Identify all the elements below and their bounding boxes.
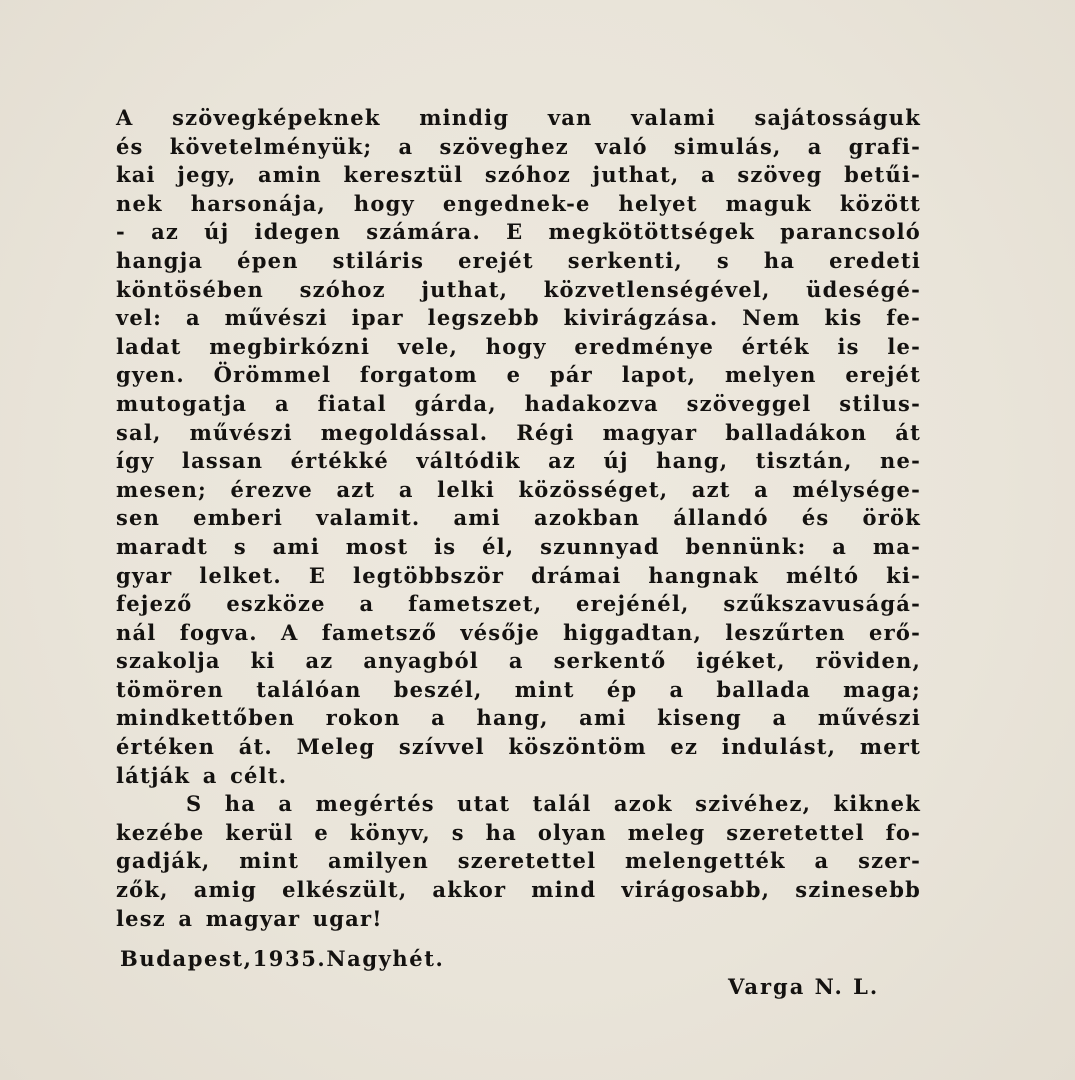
text-line: lesz a magyar ugar! [116,905,383,931]
text-line: nek harsonája, hogy engednek-e helyet maguk között [116,190,921,216]
text-line: mindkettőben rokon a hang, ami kiseng a művészi [116,705,921,731]
text-line: vel: a művészi ipar legszebb kivirágzása. Nem kis fe- [116,305,921,331]
body-text [116,104,921,933]
text-line: látják a célt. [116,762,288,788]
text-line: és követelményük; a szöveghez való simulás, a grafi- [116,133,921,159]
text-line: sal, művészi megoldással. Régi magyar balladákon át [116,419,921,445]
text-line: köntösében szóhoz juthat, közvetlenségével, üdeségé- [116,276,921,302]
text-line: gadják, mint amilyen szeretettel melengették a szer- [116,848,921,874]
text-line: ladat megbirkózni vele, hogy eredménye érték is le- [116,333,921,359]
text-line: kezébe kerül e könyv, s ha olyan meleg szeretettel fo- [116,819,921,845]
text-line: mesen; érezve azt a lelki közösséget, azt a mélysége- [116,476,921,502]
text-line: fejező eszköze a fametszet, erejénél, szűkszavuságá- [116,591,921,617]
text-line: így lassan értékké váltódik az új hang, tisztán, ne- [116,448,921,474]
text-line: maradt s ami most is él, szunnyad bennünk: a ma- [116,533,921,559]
text-line: zők, amig elkészült, akkor mind virágosabb, szinesebb [116,877,921,903]
signature: Varga N. L. [728,974,880,999]
text-line: S ha a megértés utat talál azok szivéhez, kiknek [186,791,921,817]
text-line: gyen. Örömmel forgatom e pár lapot, melyen erejét [116,362,921,388]
place-date: Budapest,1935.Nagyhét. [120,946,445,971]
text-line: tömören találóan beszél, mint ép a ballada maga; [116,676,921,702]
text-line: értéken át. Meleg szívvel köszöntöm ez indulást, mert [116,734,921,760]
text-line: sen emberi valamit. ami azokban állandó és örök [116,505,921,531]
text-line: mutogatja a fiatal gárda, hadakozva szöveggel stilus- [116,390,921,416]
text-line: kai jegy, amin keresztül szóhoz juthat, a szöveg betűi- [116,162,921,188]
text-line: gyar lelket. E legtöbbször drámai hangnak méltó ki- [116,562,921,588]
text-line: nál fogva. A fametsző vésője higgadtan, leszűrten erő- [116,619,921,645]
text-line: A szövegképeknek mindig van valami sajátosságuk [116,105,921,130]
text-line: hangja épen stiláris erejét serkenti, s ha eredeti [116,247,921,273]
text-line: - az új idegen számára. E megkötöttségek parancsoló [116,219,921,245]
text-line: szakolja ki az anyagból a serkentő igéket, röviden, [116,648,921,674]
